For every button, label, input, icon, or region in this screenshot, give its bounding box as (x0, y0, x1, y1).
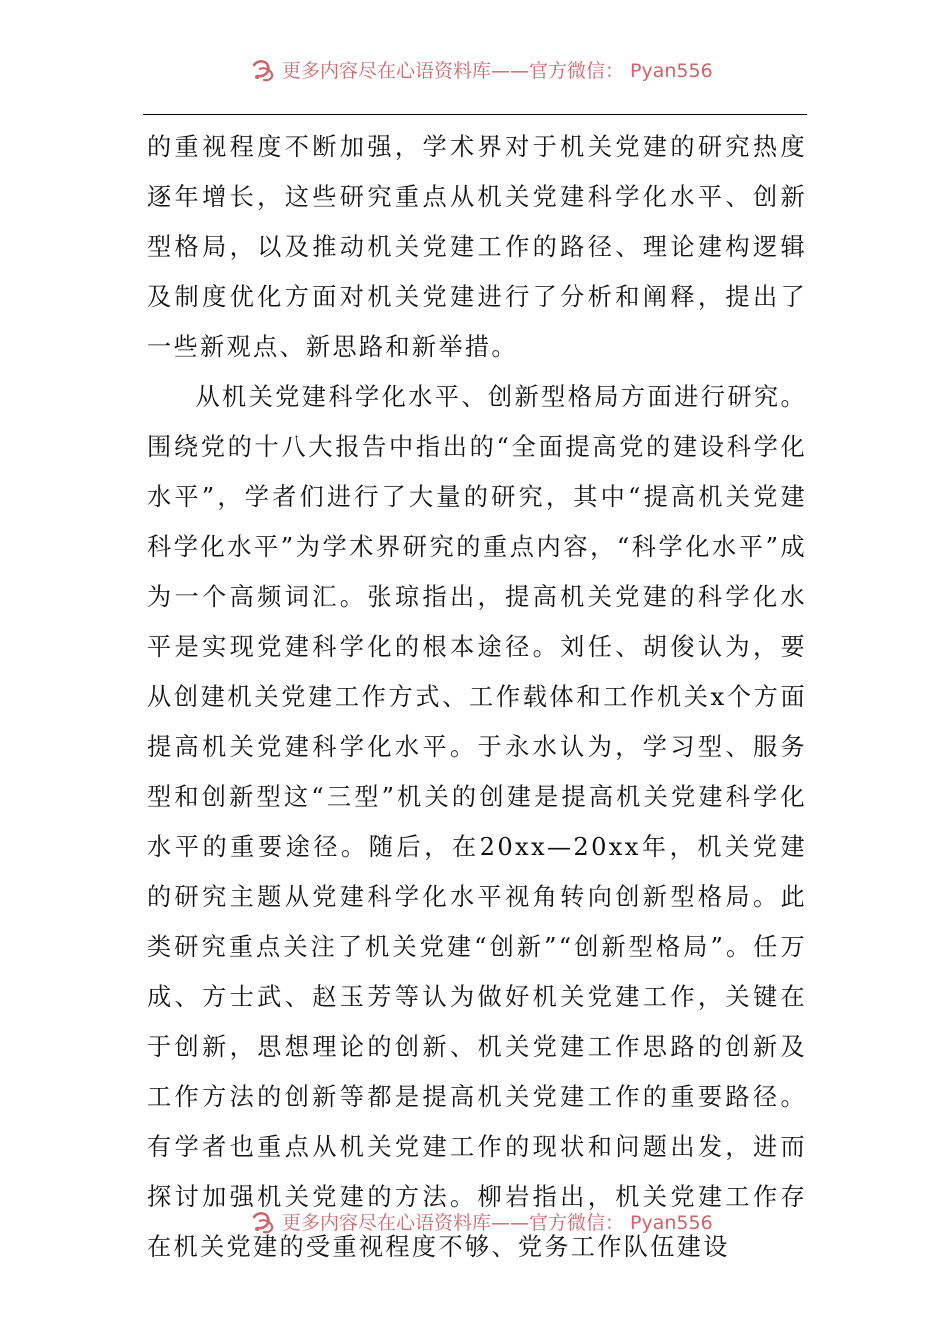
watermark-text: 更多内容尽在心语资料库——官方微信： Pyan556 (282, 60, 713, 82)
watermark-header (250, 56, 713, 83)
paragraph-2: 从机关党建科学化水平、创新型格局方面进行研究。围绕党的十八大报告中指出的“全面提高党的建设科学化水平”，学者们进行了大量的研究，其中“提高机关党建科学化水平”为学术界研究的重点内容，“科学化水平”成为一个高频词汇。张琼指出，提高机关党建的科学化水平是实现党建科学化的根本途径。刘任、胡俊认为，要从创建机关党建工作方式、工作载体和工作机关x个方面提高机关党建科学化水平。于永水认为，学习型、服务型和创新型这“三型”机关的创建是提高机关党建科学化水平的重要途径。随后，在20xx—20xx年，机关党建的研究主题从党建科学化水平视角转向创新型格局。此类研究重点关注了机关党建“创新”“创新型格局”。任万成、方士武、赵玉芳等认为做好机关党建工作，关键在于创新，思想理论的创新、机关党建工作思路的创新及工作方法的创新等都是提高机关党建工作的重要路径。有学者也重点从机关党建工作的现状和问题出发，进而探讨加强机关党建的方法。柳岩指出，机关党建工作存在机关党建的受重视程度不够、党务工作队伍建设 (147, 383, 807, 1261)
watermark-footer (250, 1208, 713, 1235)
watermark-text: 更多内容尽在心语资料库——官方微信： Pyan556 (282, 1212, 713, 1234)
watermark-logo-icon (250, 57, 276, 83)
paragraph-1: 的重视程度不断加强，学术界对于机关党建的研究热度逐年增长，这些研究重点从机关党建科学化水平、创新型格局，以及推动机关党建工作的路径、理论建构逻辑及制度优化方面对机关党建进行了分析和阐释，提出了一些新观点、新思路和新举措。 (147, 133, 807, 361)
header-divider (143, 114, 807, 115)
document-body (147, 122, 807, 1272)
watermark-logo-icon (250, 1209, 276, 1235)
